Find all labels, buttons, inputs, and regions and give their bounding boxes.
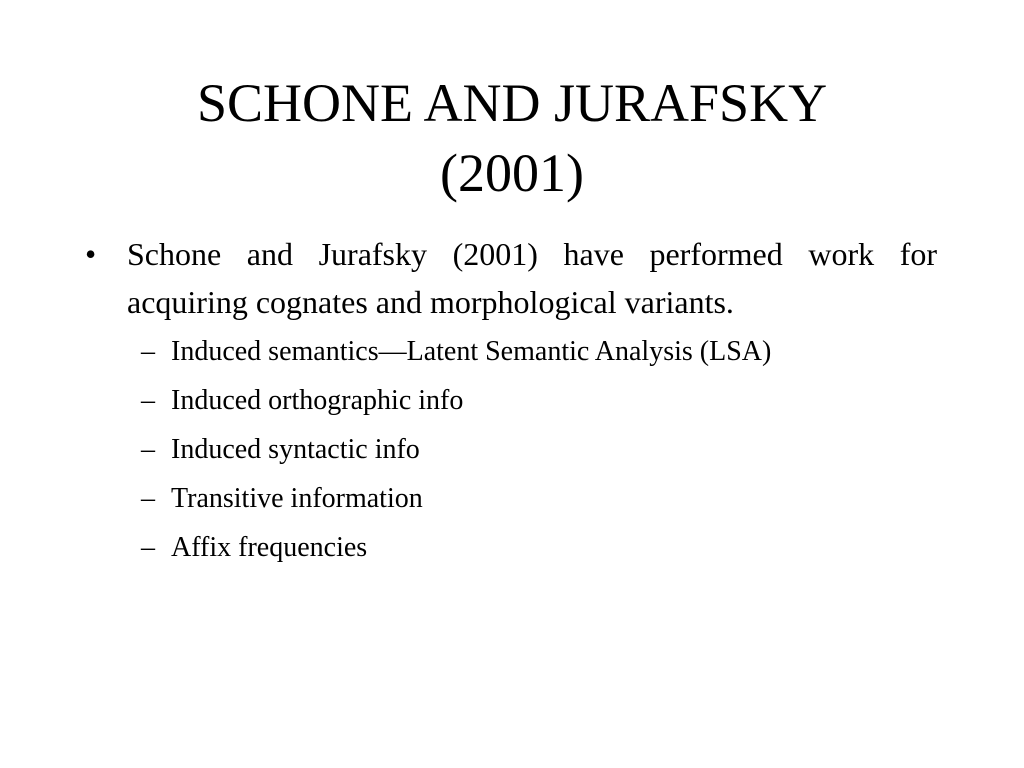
sub-bullet-text: Induced syntactic info <box>171 434 420 465</box>
sub-bullet-text: Induced semantics—Latent Semantic Analysis (LSA) <box>171 336 772 367</box>
dash-marker: – <box>141 434 155 465</box>
bullet-marker: • <box>85 236 97 272</box>
bullet-item <box>85 230 937 326</box>
sub-bullet-text: Induced orthographic info <box>171 385 464 416</box>
sub-bullet-list <box>85 336 937 564</box>
bullet-text: Schone and Jurafsky (2001) have performed work for acquiring cognates and morphological variants. <box>127 236 937 320</box>
slide-title <box>90 68 934 208</box>
sub-bullet-item <box>85 336 937 368</box>
slide-body <box>85 230 937 581</box>
sub-bullet-item <box>85 434 937 466</box>
dash-marker: – <box>141 483 155 514</box>
title-line-1: SCHONE AND JURAFSKY <box>196 73 828 133</box>
sub-bullet-item <box>85 483 937 515</box>
dash-marker: – <box>141 385 155 416</box>
dash-marker: – <box>141 336 155 367</box>
title-line-2: (2001) <box>440 143 584 203</box>
sub-bullet-text: Transitive information <box>171 483 423 514</box>
sub-bullet-item <box>85 385 937 417</box>
dash-marker: – <box>141 532 155 563</box>
sub-bullet-item <box>85 532 937 564</box>
sub-bullet-text: Affix frequencies <box>171 532 368 563</box>
